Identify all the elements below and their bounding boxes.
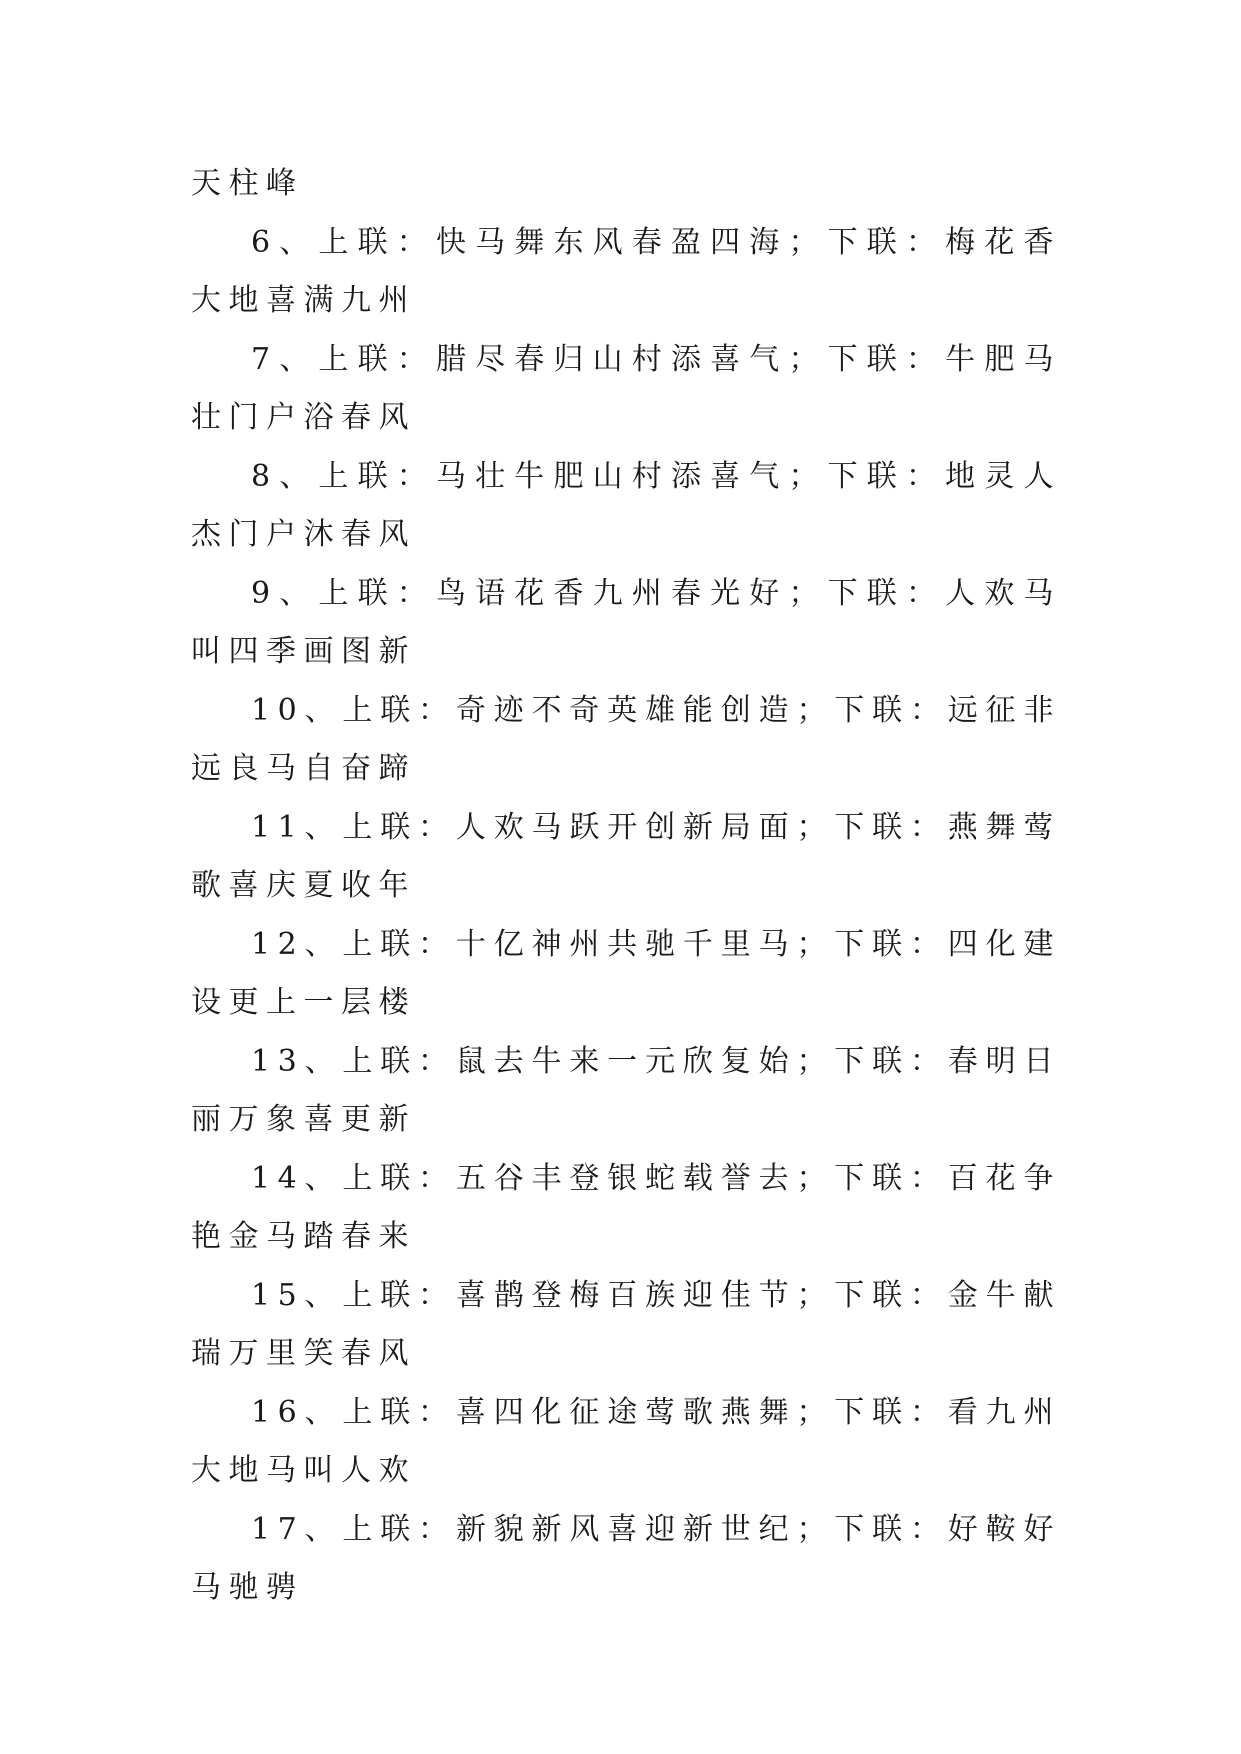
couplet-item-6: 6、上联：快马舞东风春盈四海；下联：梅花香大地喜满九州 [191,224,1061,318]
couplet-item-11: 11、上联：人欢马跃开创新局面；下联：燕舞莺歌喜庆夏收年 [191,809,1061,903]
couplet-item-12: 12、上联：十亿神州共驰千里马；下联：四化建设更上一层楼 [191,926,1061,1020]
couplet-item-7: 7、上联：腊尽春归山村添喜气；下联：牛肥马壮门户浴春风 [191,341,1061,435]
couplet-item-9: 9、上联：鸟语花香九州春光好；下联：人欢马叫四季画图新 [191,575,1061,669]
document-body [191,155,1061,1618]
couplet-item-14: 14、上联：五谷丰登银蛇载誉去；下联：百花争艳金马踏春来 [191,1160,1061,1254]
couplet-item-16: 16、上联：喜四化征途莺歌燕舞；下联：看九州大地马叫人欢 [191,1394,1061,1488]
couplet-item-8: 8、上联：马壮牛肥山村添喜气；下联：地灵人杰门户沐春风 [191,458,1061,552]
couplet-item-15: 15、上联：喜鹊登梅百族迎佳节；下联：金牛献瑞万里笑春风 [191,1277,1061,1371]
couplet-item-13: 13、上联：鼠去牛来一元欣复始；下联：春明日丽万象喜更新 [191,1043,1061,1137]
couplet-item-17: 17、上联：新貌新风喜迎新世纪；下联：好鞍好马驰骋 [191,1511,1061,1605]
couplet-item-10: 10、上联：奇迹不奇英雄能创造；下联：远征非远良马自奋蹄 [191,692,1061,786]
paragraph-continuation: 天柱峰 [191,166,304,201]
